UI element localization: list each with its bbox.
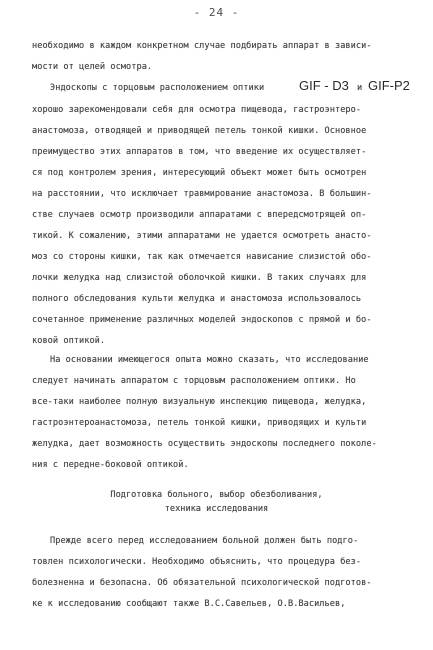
paragraph-line: ся под контролем зрения, интересующий объект может быть осмотрен [32,168,367,178]
paragraph-line: ке к исследованию сообщают также В.С.Савельев, О.В.Васильев, [32,599,346,609]
paragraph-line: преимущество этих аппаратов в том, что введение их осуществляет- [32,147,367,157]
paragraph-line: на расстоянии, что исключает травмирование анастомоза. В большин- [32,189,372,199]
paragraph-line: мости от целей осмотра. [32,62,153,72]
page-number: - 24 - [193,6,240,19]
paragraph-line: анастомоза, отводящей и приводящей петель тонкой кишки. Основное [32,126,367,136]
section-heading: Подготовка больного, выбор обезболивания, [110,490,323,500]
paragraph-line: Прежде всего перед исследованием больной должен быть подго- [50,536,359,546]
handwritten-model-2: GIF-P2 [368,78,410,93]
paragraph-line: гастроэнтероанастомоза, петель тонкой кишки, приводящих и культи [32,418,367,428]
paragraph-line: желудка, дает возможность осуществить эндоскопы последнего поколе- [32,439,377,449]
paragraph-line: стве случаев осмотр производили аппаратами с впередсмотрящей оп- [32,210,367,220]
paragraph-line: следует начинать аппаратом с торцовым расположением оптики. Но [32,376,356,386]
paragraph-line: тикой. К сожалению, этими аппаратами не удается осмотреть анасто- [32,231,372,241]
paragraph-line: На основании имеющегося опыта можно сказать, что исследование [50,355,369,365]
paragraph-line: необходимо в каждом конкретном случае подбирать аппарат в зависи- [32,41,372,51]
handwritten-model-1: GIF - D3 [299,78,349,93]
paragraph-line: Эндоскопы с торцовым расположением оптики [50,83,265,93]
paragraph-line: хорошо зарекомендовали себя для осмотра пищевода, гастроэнтеро- [32,105,362,115]
paragraph-line: товлен психологически. Необходимо объяснить, что процедура без- [32,557,362,567]
paragraph-line: сочетанное применение различных моделей эндоскопов с прямой и бо- [32,315,372,325]
paragraph-line: ковой оптикой. [32,336,106,346]
paragraph-connector: и [357,83,363,93]
paragraph-line: полного обследования культи желудка и анастомоза использовалось [32,294,362,304]
section-heading: техника исследования [164,504,269,514]
paragraph-line: болезненна и безопасна. Об обязательной психологической подготов- [32,578,372,588]
paragraph-line: моз со стороны кишки, так как отмечается нависание слизистой обо- [32,252,372,262]
paragraph-line: лочки желудка над слизистой оболочкой кишки. В таких случаях для [32,273,367,283]
paragraph-line: ния с передне-боковой оптикой. [32,460,189,470]
paragraph-line: все-таки наиболее полную визуальную инспекцию пищевода, желудка, [32,397,367,407]
